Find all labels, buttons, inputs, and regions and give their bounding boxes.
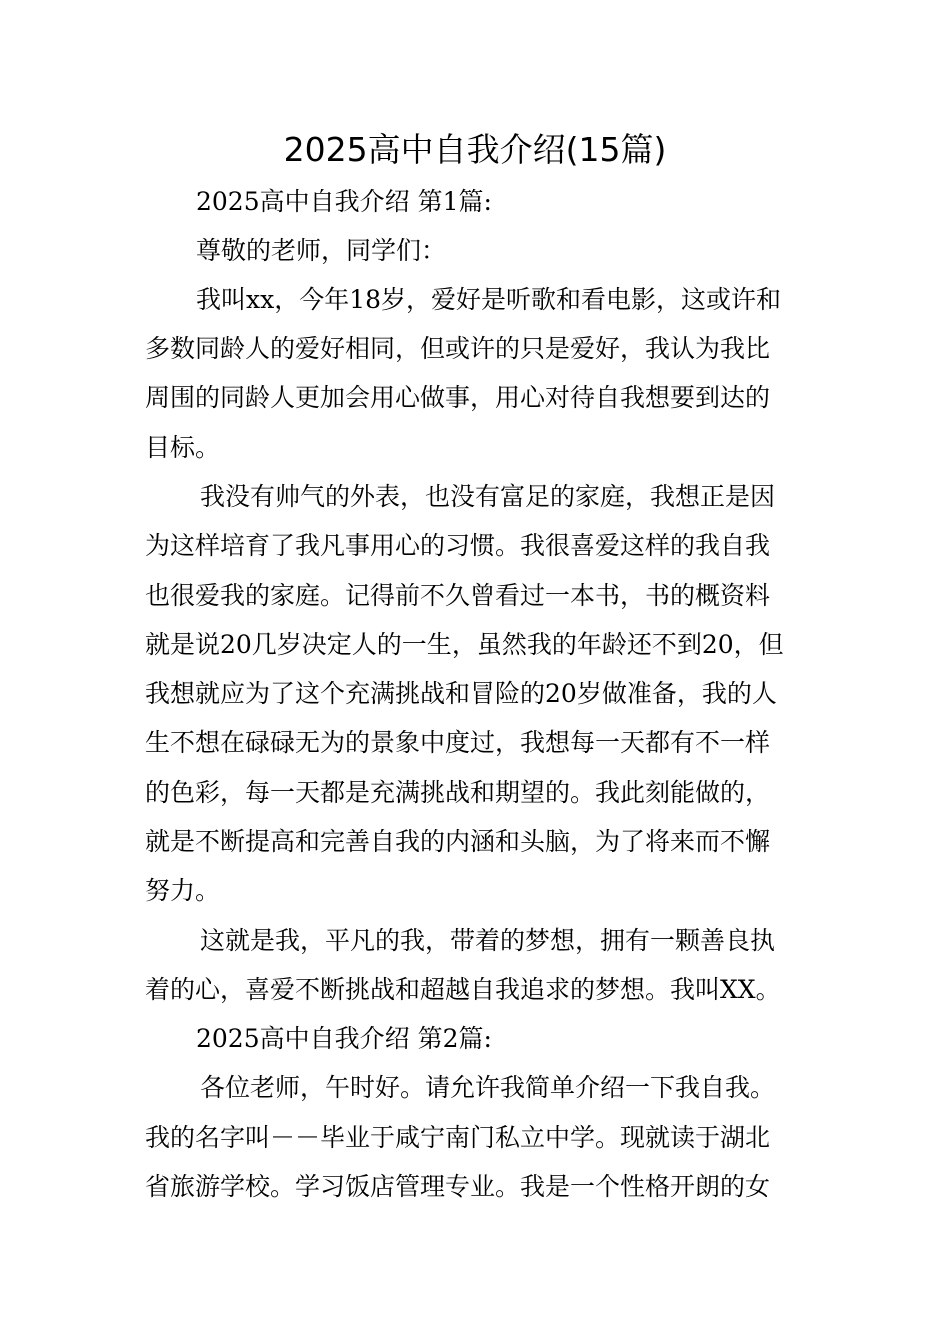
paragraph-line: 多数同龄人的爱好相同，但或许的只是爱好，我认为我比 bbox=[145, 334, 771, 363]
paragraph-line: 就是说20几岁决定人的一生，虽然我的年龄还不到20，但 bbox=[145, 630, 784, 659]
section-heading: 2025高中自我介绍 第1篇: bbox=[196, 187, 492, 216]
paragraph-line: 我想就应为了这个充满挑战和冒险的20岁做准备，我的人 bbox=[145, 679, 777, 708]
paragraph-line: 周围的同龄人更加会用心做事，用心对待自我想要到达的 bbox=[145, 383, 771, 412]
paragraph-line: 我没有帅气的外表，也没有富足的家庭，我想正是因 bbox=[200, 482, 776, 511]
paragraph-line: 这就是我，平凡的我，带着的梦想，拥有一颗善良执 bbox=[200, 926, 776, 955]
paragraph-line: 尊敬的老师，同学们： bbox=[196, 236, 447, 265]
section-heading: 2025高中自我介绍 第2篇: bbox=[196, 1024, 492, 1053]
paragraph-line: 也很爱我的家庭。记得前不久曾看过一本书，书的概资料 bbox=[145, 581, 771, 610]
paragraph-line: 生不想在碌碌无为的景象中度过，我想每一天都有不一样 bbox=[145, 728, 771, 757]
paragraph-line: 各位老师，午时好。请允许我简单介绍一下我自我。 bbox=[200, 1073, 776, 1102]
paragraph-line: 为这样培育了我凡事用心的习惯。我很喜爱这样的我自我 bbox=[145, 531, 771, 560]
paragraph-line: 省旅游学校。学习饭店管理专业。我是一个性格开朗的女 bbox=[145, 1172, 771, 1201]
paragraph-line: 着的心，喜爱不断挑战和超越自我追求的梦想。我叫XX。 bbox=[145, 975, 781, 1004]
paragraph-line: 我的名字叫－－毕业于咸宁南门私立中学。现就读于湖北 bbox=[145, 1123, 771, 1152]
paragraph-line: 我叫xx，今年18岁，爱好是听歌和看电影，这或许和 bbox=[196, 285, 782, 314]
paragraph-line: 的色彩，每一天都是充满挑战和期望的。我此刻能做的， bbox=[145, 778, 771, 807]
paragraph-line: 就是不断提高和完善自我的内涵和头脑，为了将来而不懈 bbox=[145, 827, 771, 856]
document-title: 2025高中自我介绍(15篇) bbox=[283, 130, 667, 169]
paragraph-line: 努力。 bbox=[145, 876, 221, 905]
paragraph-line: 目标。 bbox=[145, 433, 221, 462]
